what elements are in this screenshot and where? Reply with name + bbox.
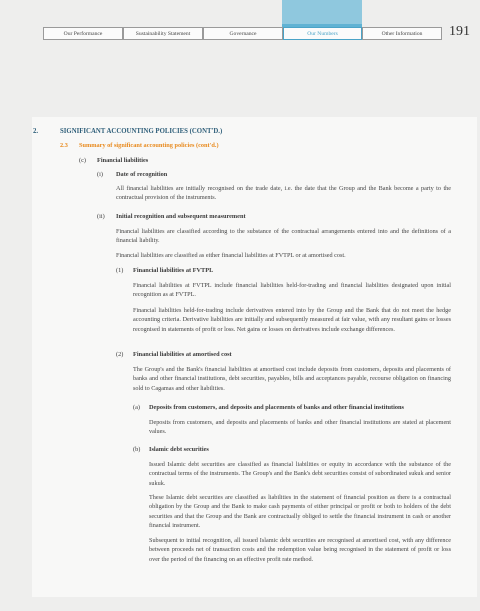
tab-our-performance[interactable]: Our Performance (43, 27, 123, 40)
item-b-title: Islamic debt securities (149, 446, 209, 453)
item-i-title: Date of recognition (116, 171, 168, 178)
item-1-label: (1) (116, 267, 124, 274)
item-ii-title: Initial recognition and subsequent measurement (116, 213, 246, 220)
item-ii-text2: Financial liabilities are classified as either financial liabilities at FVTPL or at amortised cost. (116, 252, 346, 259)
item-1-title: Financial liabilities at FVTPL (133, 267, 214, 274)
item-a-title: Deposits from customers, and deposits and placements of banks and other financial institutions (149, 404, 404, 411)
item-c-label: (c) (79, 157, 86, 164)
item-2-text: The Group's and the Bank's financial liabilities at amortised cost include deposits from customers, deposits and placements of banks and other financial institutions, debt securities, payables, bills and acceptances payable, recourse obligation on financing sold to Cagamas and other liabilities. (133, 366, 451, 392)
top-navigation (0, 0, 480, 44)
item-2-label: (2) (116, 351, 124, 358)
item-b-text2: These Islamic debt securities are classified as liabilities in the statement of financial position as there is a contractual obligation by the Group and the Bank to make cash payments of either principal or profit or both to holders of the debt securities and that the Group and the Bank are contractually obliged to settle the financial instrument in cash or another financial instrument. (149, 494, 451, 530)
item-ii-text1: Financial liabilities are classified according to the substance of the contractual arrangements entered into and the definitions of a financial liability. (116, 228, 451, 245)
item-c-title: Financial liabilities (97, 157, 149, 164)
tab-sustainability-statement[interactable]: Sustainability Statement (123, 27, 203, 40)
item-ii-label: (ii) (97, 213, 105, 220)
item-2-title: Financial liabilities at amortised cost (133, 351, 232, 358)
subsection-number: 2.3 (60, 142, 68, 149)
tab-governance[interactable]: Governance (203, 27, 283, 40)
section-number: 2. (33, 128, 39, 135)
item-1-text1: Financial liabilities at FVTPL include financial liabilities held-for-trading and financial liabilities designated upon initial recognition as at FVTPL. (133, 282, 451, 299)
item-b-text3: Subsequent to initial recognition, all issued Islamic debt securities are recognised at amortised cost, with any difference between proceeds net of transaction costs and the redemption value being recognised in the statement of profit or loss over the period of the financing on an effective profit rate method. (149, 537, 451, 563)
page-number: 191 (449, 24, 470, 39)
item-b-text1: Issued Islamic debt securities are classified as financial liabilities or equity in accordance with the substance of the contractual terms of the instruments. The Group's and the Bank's debt securities consist of subordinated sukuk and senior sukuk. (149, 461, 451, 487)
subsection-title: Summary of significant accounting policies (cont'd.) (79, 142, 219, 149)
active-tab-highlight (282, 0, 362, 27)
section-title: SIGNIFICANT ACCOUNTING POLICIES (CONT'D.) (60, 128, 223, 135)
item-a-label: (a) (133, 404, 140, 411)
item-i-label: (i) (97, 171, 103, 178)
item-1-text2: Financial liabilities held-for-trading include derivatives entered into by the Group and the Bank that do not meet the hedge accounting criteria. Derivative liabilities are initially and subsequently measured at fair value, with any resultant gains or losses recognised in statements of profit or loss. Net gains or losses on derivatives include exchange differences. (133, 307, 451, 333)
tab-other-information[interactable]: Other Information (362, 27, 442, 40)
item-i-text: All financial liabilities are initially recognised on the trade date, i.e. the date that the Group and the Bank become a party to the contractual provision of the instruments. (116, 185, 451, 202)
tab-our-numbers[interactable]: Our Numbers (283, 27, 362, 40)
item-b-label: (b) (133, 446, 141, 453)
item-a-text: Deposits from customers, and deposits and placements of banks and other financial institutions are stated at placement values. (149, 419, 451, 436)
